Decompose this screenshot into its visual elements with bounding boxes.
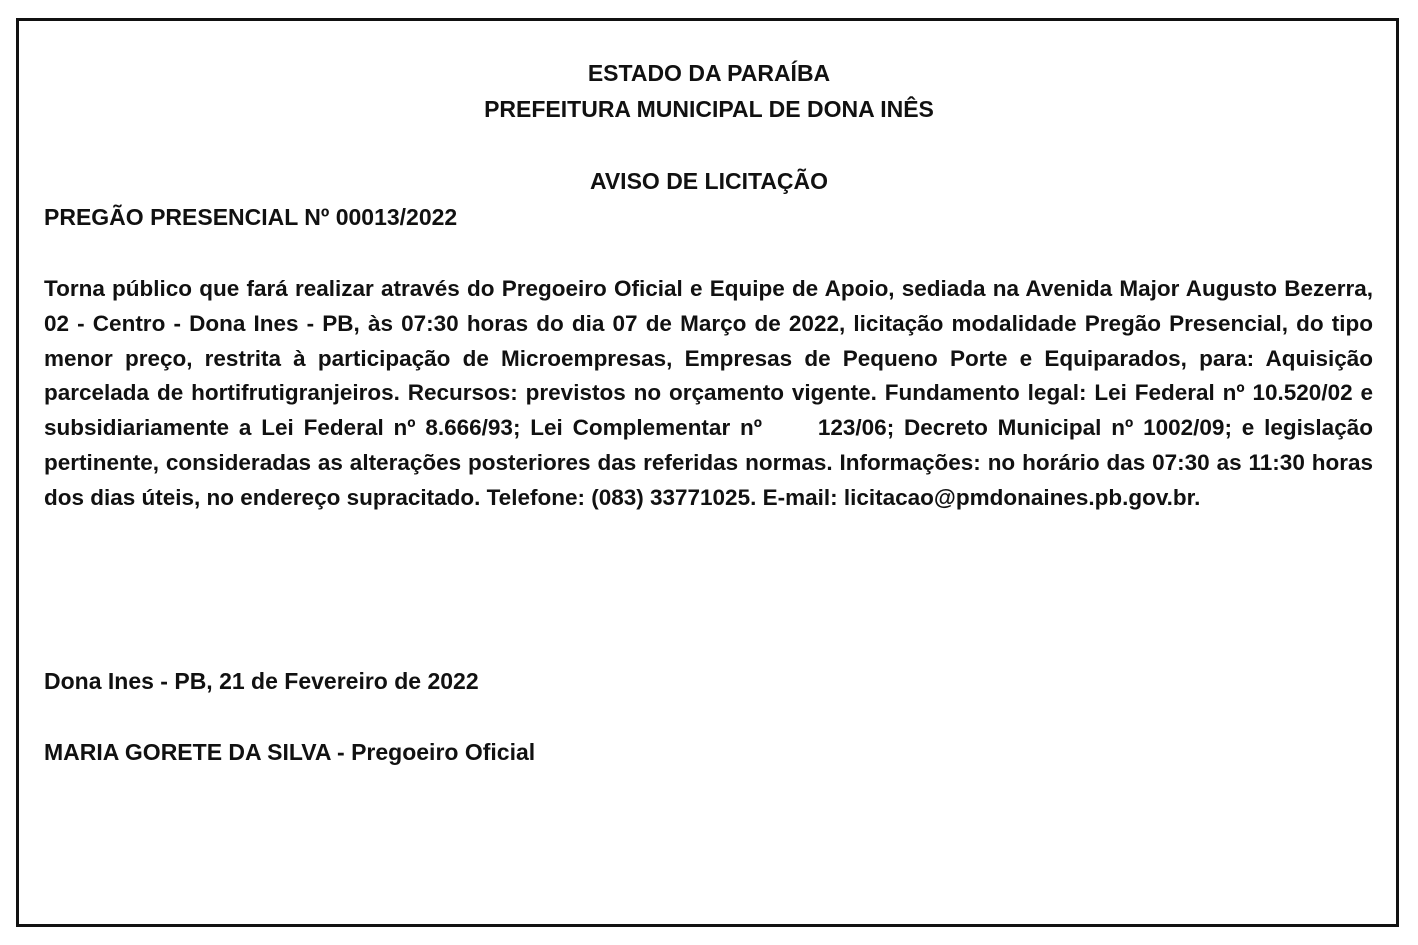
notice-body [44, 272, 1373, 516]
state-heading: ESTADO DA PARAÍBA [587, 60, 831, 86]
notice-body-part1: Torna público que fará realizar através do Pregoeiro Oficial e Equipe de Apoio, sediada na Avenida Major Augusto Bezerra, 02 - Centro - Dona Ines - PB, às 07:30 horas do dia 07 de Março de 2022, licitação modalidade Pregão Presencial, do tipo menor preço, restrita à participação de Microempresas, Empresas de Pequeno Porte e Equiparados, para: Aquisição parcelada de hortifrutigranjeiros. Recursos: previstos no orçamento vigente. Fundamento legal: Lei Federal nº 10.520/02 e subsidiariamente a Lei Federal nº 8.666/93; Lei Complementar nº [44, 276, 1373, 441]
notice-title: AVISO DE LICITAÇÃO [589, 168, 829, 194]
procurement-reference: PREGÃO PRESENCIAL Nº 00013/2022 [44, 204, 458, 230]
municipality-heading: PREFEITURA MUNICIPAL DE DONA INÊS [484, 96, 934, 122]
place-date: Dona Ines - PB, 21 de Fevereiro de 2022 [44, 668, 479, 694]
notice-body-part2: 123/06; Decreto Municipal nº 1002/09; e legislação pertinente, consideradas as alterações posteriores das referidas normas. Informações: no horário das 07:30 as 11:30 horas dos dias úteis, no endereço supracitado. Telefone: (083) 33771025. E-mail: licitacao@pmdonaines.pb.gov.br. [44, 415, 1373, 510]
signatory: MARIA GORETE DA SILVA - Pregoeiro Oficial [44, 739, 536, 765]
